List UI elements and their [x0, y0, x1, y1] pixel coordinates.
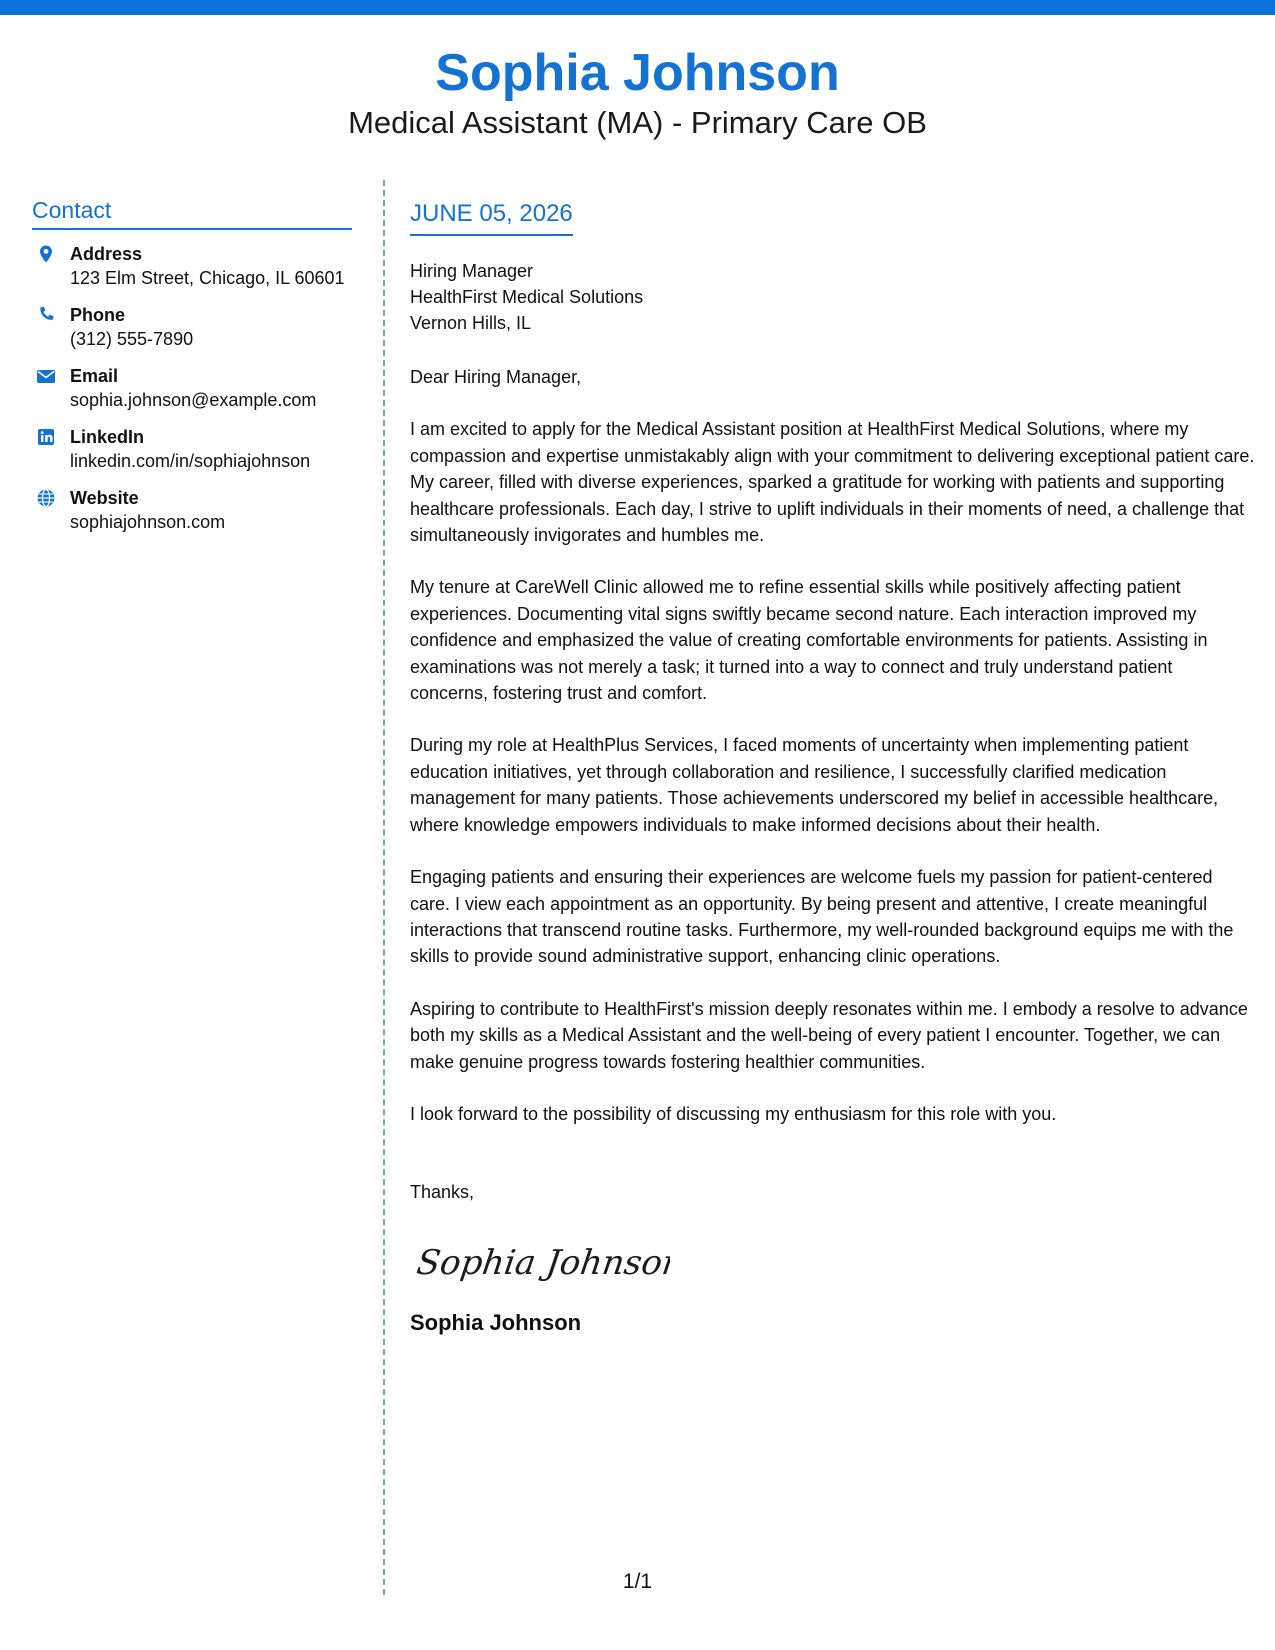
envelope-icon	[36, 366, 56, 386]
recipient-line: Vernon Hills, IL	[410, 313, 532, 333]
page-number: 1/1	[622, 1570, 653, 1593]
contact-heading: Contact	[32, 196, 352, 230]
closing: Thanks,	[410, 1182, 475, 1203]
column-divider	[383, 180, 385, 1595]
contact-value-email: sophia.johnson@example.com	[70, 390, 317, 410]
phone-icon	[36, 305, 56, 325]
letter-paragraph: I look forward to the possibility of discussing my enthusiasm for this role with you.	[410, 1103, 1057, 1124]
letter-date: JUNE 05, 2026	[410, 198, 573, 236]
contact-label-website: Website	[70, 488, 139, 508]
letter-paragraph: During my role at HealthPlus Services, I faced moments of uncertainty when implementing patient education initiatives, yet through collaboration and resilience, I successfully clarified medication management for many patients. Those achievements underscored my belief in accessible healthcare, where knowledge empowers individuals to make informed decisions about their health.	[410, 735, 1219, 835]
contact-value-linkedin[interactable]: linkedin.com/in/sophiajohnson	[70, 451, 311, 471]
job-title: Medical Assistant (MA) - Primary Care OB	[348, 105, 927, 140]
signature-text: Sophia Johnson	[414, 1242, 670, 1283]
page-header	[0, 42, 1275, 142]
contact-phone	[32, 303, 352, 351]
map-pin-icon	[36, 244, 56, 264]
handwritten-signature	[410, 1228, 1255, 1298]
letter-paragraph: I am excited to apply for the Medical Assistant position at HealthFirst Medical Solutions, where my compassion and expertise unmistakably align with your commitment to delivering exceptional patient care. My career, filled with diverse experiences, sparked a gratitude for working with patients and supporting healthcare professionals. Each day, I strive to uplift individuals in their moments of need, a challenge that simultaneously invigorates and humbles me.	[410, 419, 1255, 546]
contact-label-email: Email	[70, 366, 119, 386]
signed-name: Sophia Johnson	[410, 1309, 582, 1335]
contact-value-address: 123 Elm Street, Chicago, IL 60601	[70, 268, 345, 288]
contact-label-address: Address	[70, 244, 143, 264]
signature-image	[410, 1228, 670, 1298]
contact-label-linkedin: LinkedIn	[70, 427, 145, 447]
contact-list	[32, 242, 352, 534]
contact-value-phone: (312) 555-7890	[70, 329, 194, 349]
contact-label-phone: Phone	[70, 305, 126, 325]
applicant-name: Sophia Johnson	[435, 44, 840, 102]
contact-linkedin	[32, 425, 352, 473]
contact-value-website[interactable]: sophiajohnson.com	[70, 512, 226, 532]
contact-website	[32, 486, 352, 534]
letter-body	[410, 198, 1255, 1336]
letter-paragraph: Aspiring to contribute to HealthFirst's mission deeply resonates within me. I embody a resolve to advance both my skills as a Medical Assistant and the well-being of every patient I encounter. Together, we can make genuine progress towards fostering healthier communities.	[410, 998, 1248, 1072]
globe-icon	[36, 488, 56, 508]
top-accent-bar	[0, 0, 1275, 15]
salutation: Dear Hiring Manager,	[410, 367, 582, 387]
contact-address	[32, 242, 352, 290]
linkedin-icon	[36, 427, 56, 447]
recipient-line: HealthFirst Medical Solutions	[410, 287, 644, 307]
contact-email	[32, 364, 352, 412]
contact-sidebar	[32, 196, 352, 547]
recipient-line: Hiring Manager	[410, 261, 534, 281]
letter-paragraph: Engaging patients and ensuring their experiences are welcome fuels my passion for patient-centered care. I view each appointment as an opportunity. By being present and attentive, I create meaningful interactions that transcend routine tasks. Furthermore, my well-rounded background equips me with the skills to provide sound administrative support, enhancing clinic operations.	[410, 867, 1234, 967]
recipient-block	[410, 258, 1255, 336]
letter-paragraph: My tenure at CareWell Clinic allowed me to refine essential skills while positively affecting patient experiences. Documenting vital signs swiftly became second nature. Each interaction improved my confidence and emphasized the value of creating comfortable environments for patients. Assisting in examinations was not merely a task; it turned into a way to connect and truly understand patient concerns, fostering trust and comfort.	[410, 577, 1208, 704]
